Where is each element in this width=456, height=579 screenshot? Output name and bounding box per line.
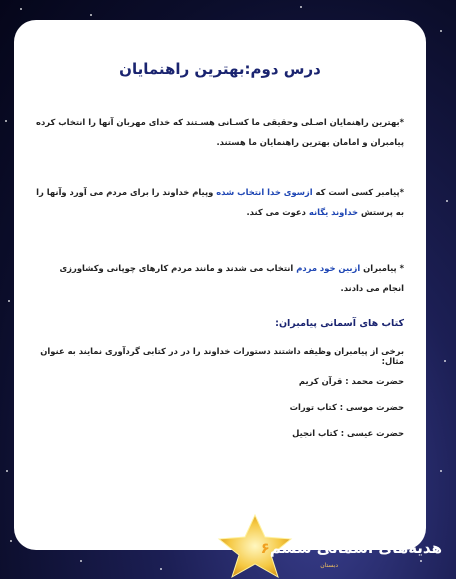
p2-text-e: دعوت می کند.	[246, 207, 309, 217]
lesson-title: درس دوم:بهترین راهنمایان	[119, 60, 321, 78]
book-item-torah: حضرت موسی : کتاب تورات	[289, 402, 404, 412]
lesson-page	[14, 20, 426, 550]
p2-text-c: وپیام خداوند را برای مردم می آورد وآنها را به پرستش	[36, 187, 404, 217]
p2-text-a: *پیامبر کسی است که	[312, 187, 404, 197]
p2-highlight-one-god: خداوند یگانه	[308, 207, 359, 217]
book-item-quran: حضرت محمد : قرآن کریم	[298, 376, 404, 386]
p3-text-c: انتخاب می شدند و مانند مردم کارهای چوپانی وکشاورزی انجام می دادند.	[59, 263, 404, 293]
paragraph-prophets-from-people	[36, 258, 404, 298]
footer-subtitle: دبستان	[320, 562, 338, 569]
p2-highlight-chosen-by-god: ازسوی خدا انتخاب شده	[216, 187, 313, 197]
book-brand-title	[261, 539, 442, 557]
p3-text-a: * پیامبران	[360, 263, 404, 273]
books-intro: برخی از پیامبران وظیفه داشتند دستورات خداوند را در در کتابی گردآوری نمایند به عنوان مثال:	[40, 346, 404, 366]
paragraph-prophet-definition	[36, 182, 404, 222]
paragraph-best-guides: *بهترین راهنمایان اصـلی وحقیقی ما کسـانی هسـتند که خدای مهربان آنها را انتخاب کرده پیامبران و امامان بهترین راهنمایان ما هستند.	[36, 117, 404, 147]
book-item-gospel: حضرت عیسی : کتاب انجیل	[292, 428, 404, 438]
books-heading: کتاب های آسمانی پیامبران:	[275, 318, 404, 329]
p3-highlight-among-people: ازبین خود مردم	[296, 263, 361, 273]
footer-title: هدیه‌های آسمانی ششم	[269, 539, 442, 557]
footer-grade-number: ۶	[260, 539, 270, 557]
